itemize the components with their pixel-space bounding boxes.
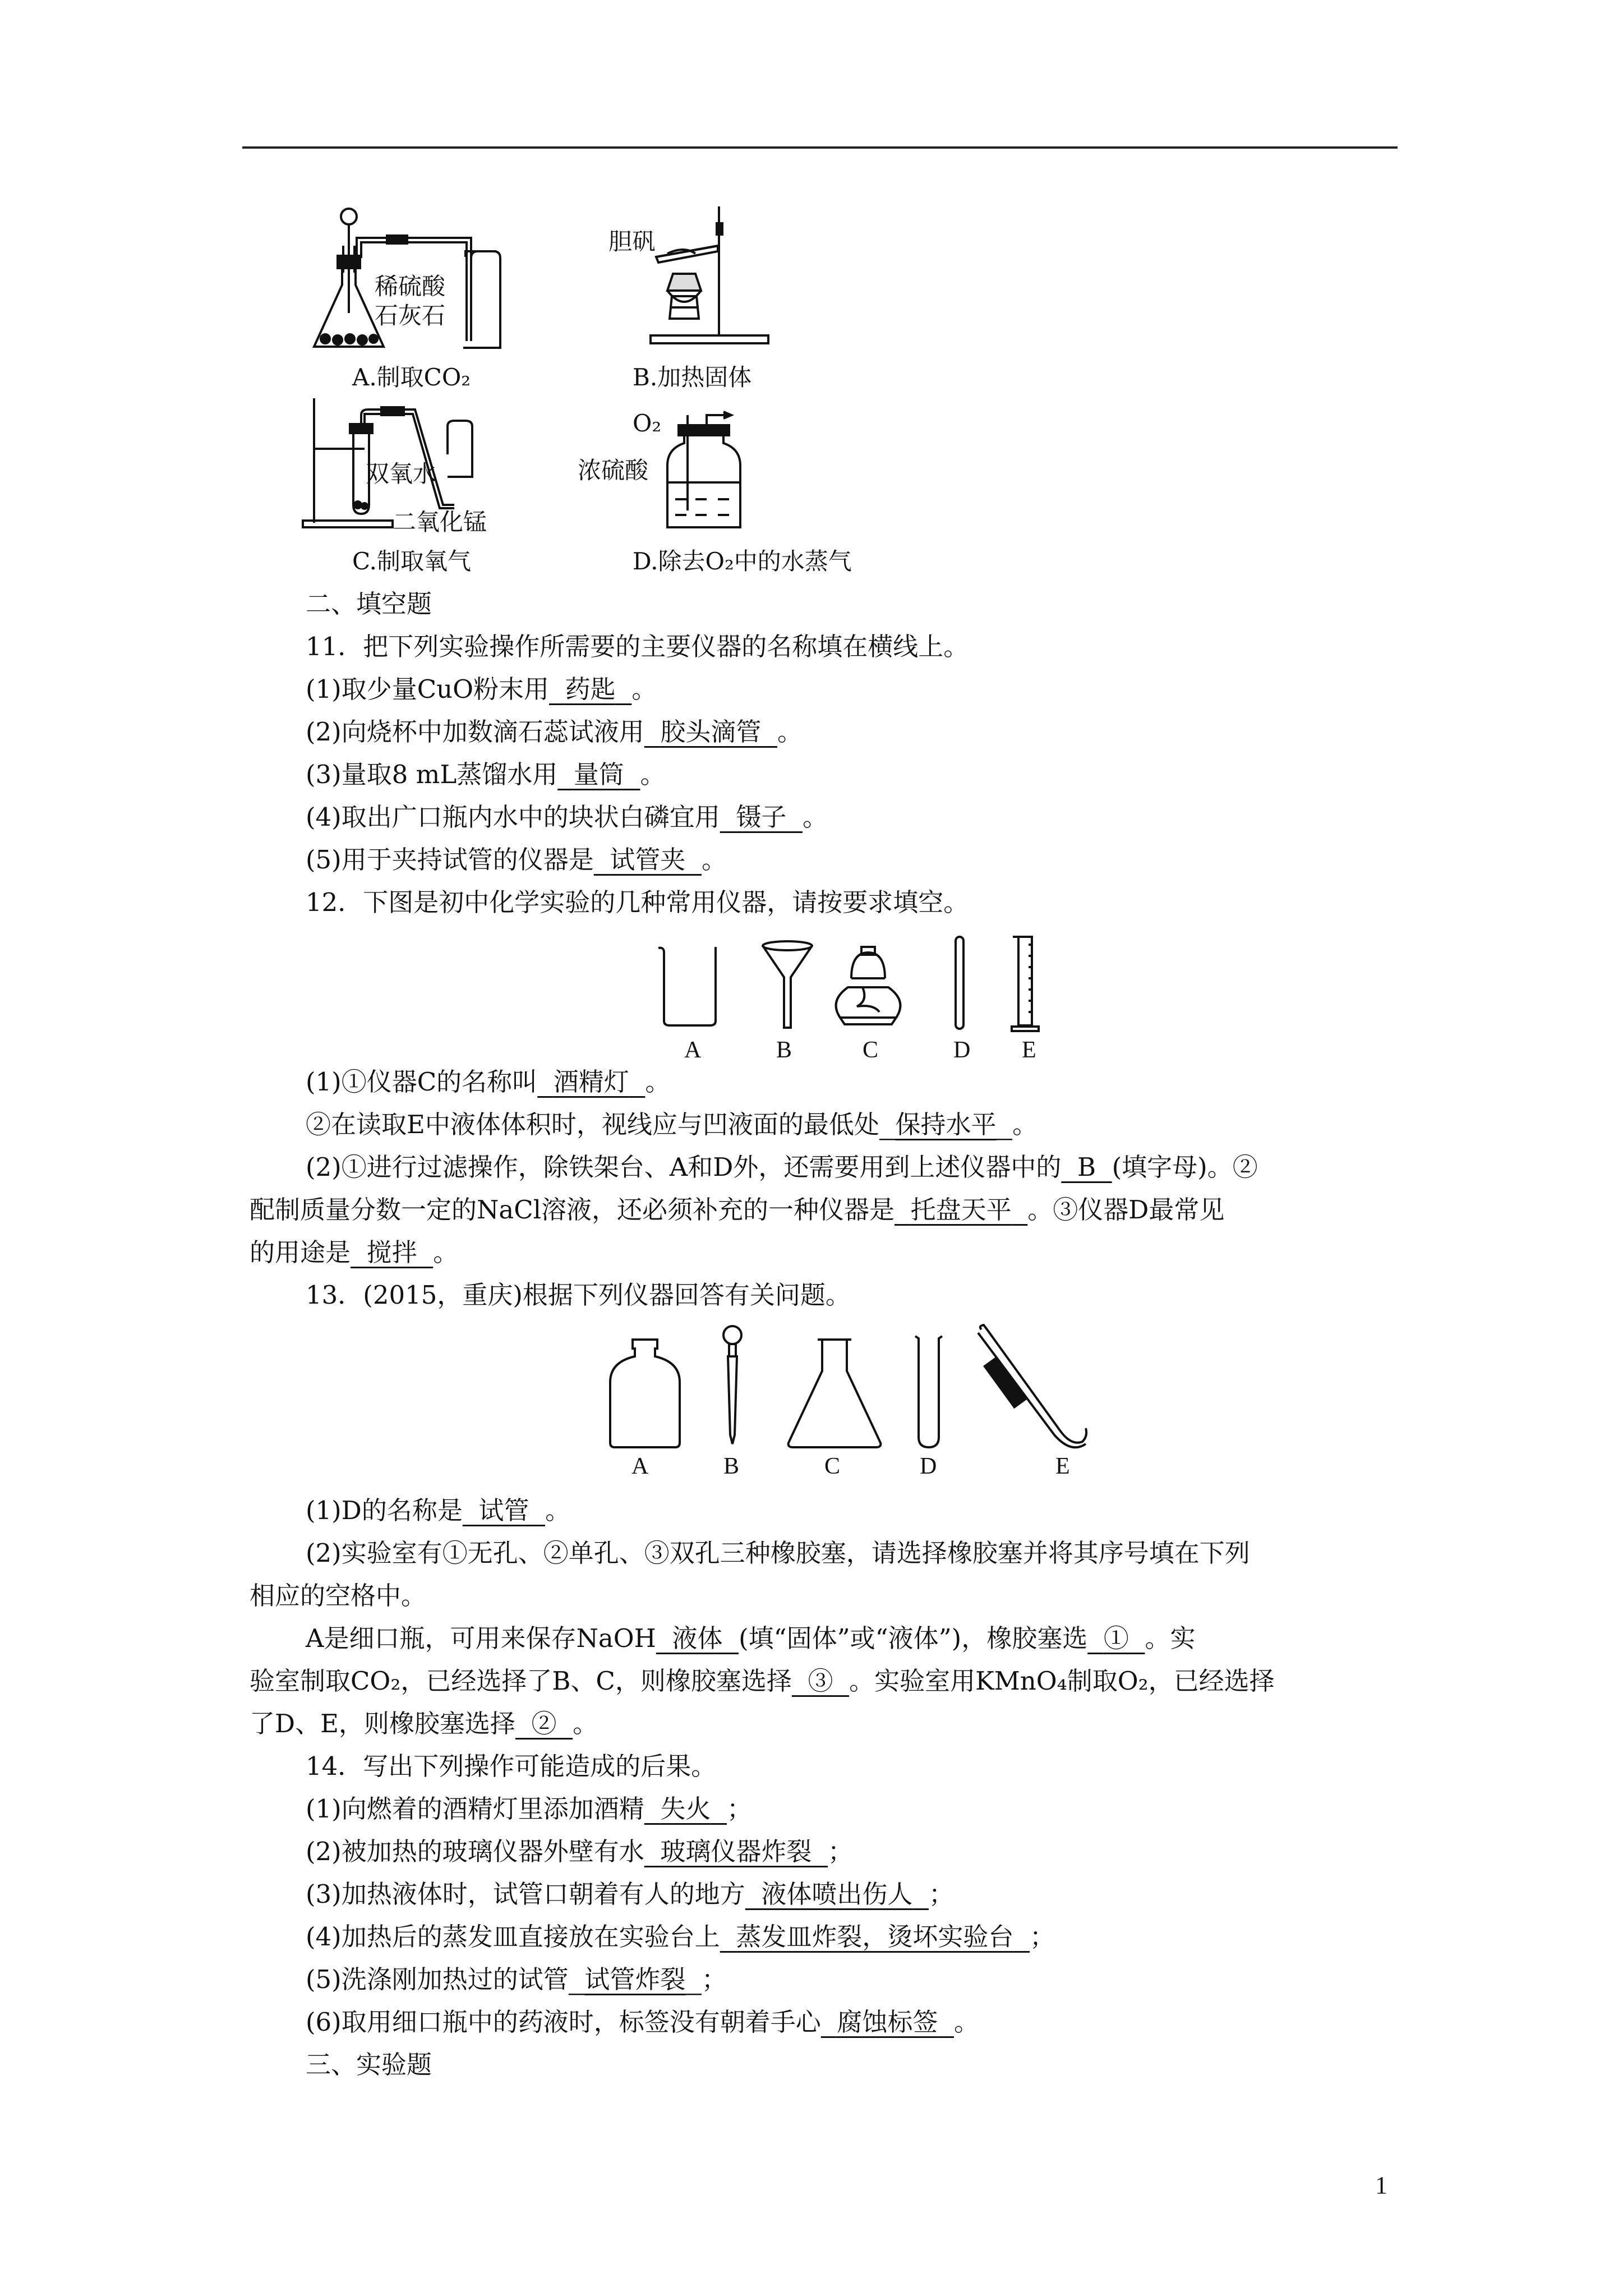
- answer-blank: 试管: [478, 1496, 529, 1525]
- answer-blank: 搅拌: [366, 1237, 417, 1267]
- q13-stem: 13．(2015，重庆)根据下列仪器回答有关问题。: [306, 1280, 851, 1310]
- q12-alcohol-lamp: [829, 945, 907, 1029]
- q13-line: A是细口瓶，可用来保存NaOH 液体 (填“固体”或“液体”)，橡胶塞选 ① 。实: [306, 1623, 1196, 1653]
- q13-letter-b: B: [723, 1453, 740, 1479]
- answer-blank: 玻璃仪器炸裂: [660, 1837, 812, 1866]
- section-fill-in-title: 二、填空题: [306, 589, 432, 619]
- label-manganese-dioxide: 二氧化锰: [393, 508, 487, 536]
- q12-letter-e: E: [1022, 1037, 1036, 1063]
- q12-letter-a: A: [684, 1037, 702, 1063]
- q12-line: (2)①进行过滤操作，除铁架台、A和D外，还需要用到上述仪器中的 B (填字母)。②: [306, 1152, 1258, 1182]
- q12-funnel: [759, 940, 815, 1030]
- q12-line: 配制质量分数一定的NaCl溶液，还必须补充的一种仪器是 托盘天平 。③仪器D最常见: [250, 1195, 1225, 1225]
- answer-blank: 镊子: [736, 802, 787, 832]
- answer-blank: B: [1077, 1152, 1096, 1182]
- q13-letter-c: C: [824, 1453, 841, 1479]
- label-hydrogen-peroxide: 双氧水: [366, 460, 437, 487]
- q14-item: (5)洗涤刚加热过的试管 试管炸裂 ；: [306, 1964, 727, 1994]
- answer-blank: 液体: [672, 1623, 723, 1653]
- q12-letter-d: D: [953, 1037, 971, 1063]
- q14-stem: 14．写出下列操作可能造成的后果。: [306, 1751, 717, 1781]
- label-limestone: 石灰石: [375, 302, 446, 329]
- page-number: 1: [1375, 2171, 1387, 2199]
- q11-item: (3)量取8 mL蒸馏水用 量筒 。: [306, 760, 666, 789]
- answer-blank: 液体喷出伤人: [761, 1879, 913, 1909]
- answer-blank: 量筒: [573, 760, 624, 789]
- header-rule: [242, 146, 1398, 149]
- section-experiment-title: 三、实验题: [306, 2050, 432, 2079]
- q14-item: (4)加热后的蒸发皿直接放在实验台上 蒸发皿炸裂，烫坏实验台 ；: [306, 1922, 1055, 1952]
- answer-blank: 托盘天平: [910, 1195, 1012, 1225]
- answer-blank: ①: [1103, 1623, 1129, 1653]
- q12-line: (1)①仪器C的名称叫 酒精灯 。: [306, 1067, 671, 1097]
- answer-blank: 酒精灯: [553, 1067, 629, 1097]
- q12-letter-b: B: [776, 1037, 792, 1063]
- q13-delivery-tube: [976, 1324, 1088, 1453]
- caption-b: B.加热固体: [633, 364, 752, 391]
- q11-item: (1)取少量CuO粉末用 药匙 。: [306, 674, 657, 704]
- q14-item: (6)取用细口瓶中的药液时，标签没有朝着手心 腐蚀标签 。: [306, 2007, 979, 2037]
- q13-narrow-mouth-bottle: [606, 1337, 684, 1450]
- q13-line: (2)实验室有①无孔、②单孔、③双孔三种橡胶塞，请选择橡胶塞并将其序号填在下列: [306, 1538, 1250, 1568]
- label-oxygen-arrow: O₂: [633, 409, 662, 437]
- q12-beaker: [656, 945, 723, 1029]
- label-blue-vitriol: 胆矾: [608, 228, 656, 255]
- q12-line: ②在读取E中液体体积时，视线应与凹液面的最低处 保持水平 。: [306, 1110, 1038, 1139]
- answer-blank: 蒸发皿炸裂，烫坏实验台: [736, 1922, 1014, 1952]
- q11-item: (2)向烧杯中加数滴石蕊试液用 胶头滴管 。: [306, 717, 803, 747]
- answer-blank: 试管夹: [610, 845, 686, 875]
- q13-letter-a: A: [631, 1453, 649, 1479]
- q13-line: 了D、E，则橡胶塞选择 ② 。: [250, 1709, 598, 1738]
- answer-blank: ②: [531, 1709, 557, 1738]
- q12-glass-rod: [953, 936, 967, 1031]
- q11-stem: 11．把下列实验操作所需要的主要仪器的名称填在横线上。: [306, 632, 969, 661]
- q11-item: (4)取出广口瓶内水中的块状白磷宜用 镊子 。: [306, 802, 828, 832]
- caption-d: D.除去O₂中的水蒸气: [633, 547, 852, 575]
- answer-blank: ③: [808, 1666, 833, 1696]
- answer-blank: 胶头滴管: [660, 717, 762, 747]
- q13-conical-flask: [784, 1337, 885, 1450]
- q14-item: (2)被加热的玻璃仪器外壁有水 玻璃仪器炸裂 ；: [306, 1837, 853, 1866]
- q12-letter-c: C: [863, 1037, 879, 1063]
- caption-c: C.制取氧气: [352, 547, 471, 575]
- q11-item: (5)用于夹持试管的仪器是 试管夹 。: [306, 845, 727, 875]
- answer-blank: 腐蚀标签: [837, 2007, 938, 2037]
- q14-item: (3)加热液体时，试管口朝着有人的地方 液体喷出伤人 ；: [306, 1879, 954, 1909]
- answer-blank: 试管炸裂: [584, 1964, 686, 1994]
- answer-blank: 药匙: [565, 674, 616, 704]
- q14-item: (1)向燃着的酒精灯里添加酒精 失火 ；: [306, 1794, 752, 1824]
- q13-line: 验室制取CO₂，已经选择了B、C，则橡胶塞选择 ③ 。实验室用KMnO₄制取O₂，已经选择: [250, 1666, 1275, 1696]
- answer-blank: 保持水平: [895, 1110, 997, 1139]
- q12-graduated-cylinder: [1009, 933, 1043, 1032]
- q13-test-tube: [912, 1333, 946, 1451]
- answer-blank: 失火: [660, 1794, 711, 1824]
- q13-line: 相应的空格中。: [250, 1581, 427, 1611]
- label-dilute-sulfuric-acid: 稀硫酸: [375, 273, 446, 300]
- q13-dropper: [719, 1323, 747, 1446]
- caption-a: A.制取CO₂: [352, 364, 471, 391]
- label-conc-sulfuric-acid: 浓硫酸: [578, 457, 649, 484]
- q12-stem: 12．下图是初中化学实验的几种常用仪器，请按要求填空。: [306, 887, 969, 917]
- q13-line: (1)D的名称是 试管 。: [306, 1496, 571, 1525]
- q12-line: 的用途是 搅拌 。: [250, 1237, 459, 1267]
- q13-letter-d: D: [920, 1453, 937, 1479]
- apparatus-d-drawing: [656, 415, 768, 533]
- q13-letter-e: E: [1055, 1453, 1070, 1479]
